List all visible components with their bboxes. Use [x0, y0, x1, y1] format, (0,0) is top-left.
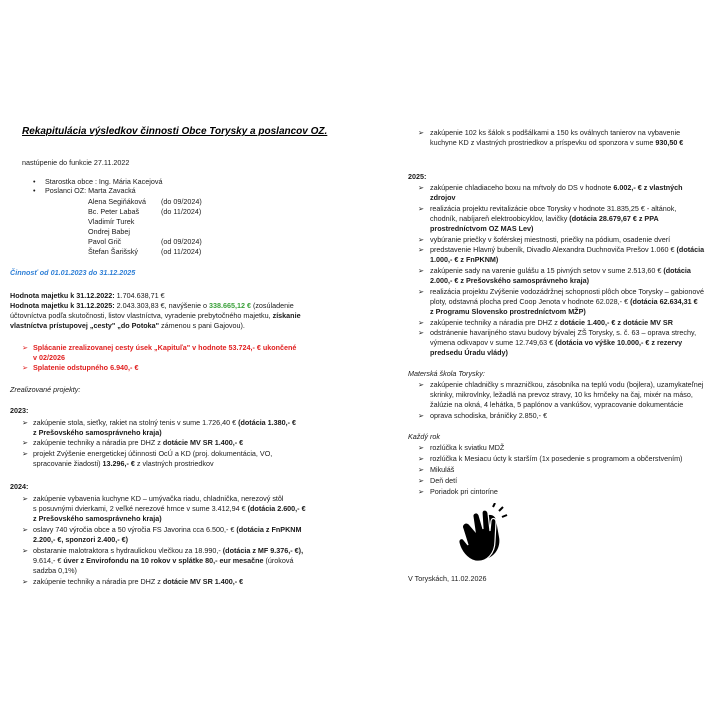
- arrow-bullet-icon: ➢: [418, 318, 425, 327]
- arrow-bullet-icon: ➢: [22, 438, 29, 447]
- project-text: (úroková: [263, 556, 294, 565]
- p2024-2-line2: 2.200,- €, sponzori 2.400,- €): [33, 535, 129, 544]
- project-bold: (dotácia 62.634,31 €: [630, 297, 698, 306]
- project-text: s posuvnými dvierkami, 2 veľké nerezové hrnce v sume 3.412,94 €: [33, 504, 248, 513]
- ms-heading: Materská škola Torysky:: [408, 369, 485, 378]
- project-text: zakúpenie chladiaceho boxu na mŕtvoly do DS v hodnote: [430, 183, 614, 192]
- project-bold: (dotácia z MF 9.376,- €),: [222, 546, 304, 555]
- footer-date: V Toryskách, 11.02.2026: [408, 574, 487, 583]
- majetok-text: zámenou s pani Gajovou).: [159, 321, 245, 330]
- project-text: spracovanie žiadosti): [33, 459, 103, 468]
- poslanec-note: (do 11/2024): [161, 207, 202, 216]
- project-bold: 6.002,- € z vlastných: [613, 183, 683, 192]
- p2025-6-line1: realizácia projektu Zvýšenie vodozádržnej schopnosti plôch obce Torysky – gabionové: [430, 287, 704, 296]
- poslanec-note: (od 09/2024): [161, 237, 202, 246]
- majetok-2025-label: Hodnota majetku k 31.12.2025:: [10, 301, 115, 310]
- p2023-2: [33, 438, 243, 447]
- poslanec-name: Štefan Šarišský: [88, 247, 138, 256]
- kazdy-rok-heading: Každý rok: [408, 432, 440, 441]
- p2024-3-line2: [33, 556, 293, 565]
- arrow-bullet-icon: ➢: [22, 577, 29, 586]
- p2025-7: [430, 318, 673, 327]
- majetok-2025-rest: (zosúladenie: [250, 301, 294, 310]
- majetok-2025-value: 2.043.303,83 €, navýšenie o: [114, 301, 209, 310]
- p2025-1-line1: [430, 183, 683, 192]
- ms-1-line1: zakúpenie chladničky s mrazničkou, zásobníka na teplú vodu (bojlera), uzamykateľnej: [430, 380, 704, 389]
- arrow-bullet-icon: ➢: [22, 449, 29, 458]
- arrow-bullet-icon: ➢: [418, 454, 425, 463]
- project-text: výmena odkvapov v sume 12.749,63 €: [430, 338, 556, 347]
- kr-item: rozlúčka k Mesiacu úcty k starším (1x posedenie s programom a občerstvením): [430, 454, 683, 463]
- arrow-bullet-icon: ➢: [418, 204, 425, 213]
- project-bold: (dotácia z FnPKNM: [236, 525, 302, 534]
- realizovane-heading: Zrealizované projekty:: [10, 385, 81, 394]
- project-bold: dotácie MV SR 1.400,- €: [162, 577, 244, 586]
- project-text: zakúpenie techniky a náradia pre DHZ z: [33, 438, 163, 447]
- poslanec-note: (od 11/2024): [161, 247, 202, 256]
- project-bold: (dotácia 28.679,67 € z PPA: [569, 214, 659, 223]
- majetok-2022-value: 1.704.638,71 €: [114, 291, 165, 300]
- r-top-line1: zakúpenie 102 ks šálok s podšálkami a 150 ks oválnych tanierov na vybavenie: [430, 128, 681, 137]
- cinnost-heading: Činnosť od 01.01.2023 do 31.12.2025: [10, 268, 136, 277]
- project-bold: úver z Envirofondu na 10 rokov v splátke 80,- eur mesačne: [63, 556, 264, 565]
- majetok-2022-label: Hodnota majetku k 31.12.2022:: [10, 291, 115, 300]
- arrow-bullet-icon: ➢: [22, 525, 29, 534]
- majetok-2022: [10, 291, 165, 300]
- p2024-3-line3: sadzba 0,1%): [33, 566, 77, 575]
- p2025-8-line1: odstránenie havarijného stavu budovy bývalej ZŠ Torysky, s. č. 63 – oprava strechy,: [430, 328, 697, 337]
- project-bold: dotácie MV SR 1.400,- €: [162, 438, 244, 447]
- clapping-hands-icon: [455, 503, 509, 565]
- p2025-5-line2: 2.000,- € z Prešovského samosprávneho kraja): [430, 276, 590, 285]
- p2025-2-line3: prostredníctvom OZ MAS Lev): [430, 224, 534, 233]
- poslanec-note: (do 09/2024): [161, 197, 202, 206]
- project-text: chodník, nabíjareň elektroobicyklov, lavičky: [430, 214, 570, 223]
- project-text: 9.614,- €: [33, 556, 64, 565]
- p2024-3-line1: [33, 546, 303, 555]
- p2025-4-line2: 1.000,- € z FnPKNM): [430, 255, 499, 264]
- arrow-bullet-icon: ➢: [22, 546, 29, 555]
- r-top-line2: [430, 138, 683, 147]
- p2023-3-line2: [33, 459, 214, 468]
- arrow-bullet-icon: ➢: [418, 266, 425, 275]
- project-bold: (dotácia vo výške 10.000,- € z rezervy: [555, 338, 683, 347]
- kr-item: Poriadok pri cintoríne: [430, 487, 498, 496]
- p2024-1-line1: zakúpenie vybavenia kuchyne KD – umývačka riadu, chladnička, nerezový stôl: [33, 494, 284, 503]
- majetok-text: účtovníctva podľa skutočnosti, listov vlastníctva, vyradenie prebytočného majetku,: [10, 311, 273, 320]
- arrow-bullet-icon: ➢: [418, 245, 425, 254]
- p2024-1-line2: [33, 504, 306, 513]
- year-2023: 2023:: [10, 406, 29, 415]
- starostka-item: • Starostka obce : Ing. Mária Kacejová: [33, 177, 162, 186]
- arrow-bullet-icon: ➢: [418, 487, 425, 496]
- project-bold: (dotácia: [676, 245, 705, 254]
- p2025-4-line1: [430, 245, 704, 254]
- majetok-2025: [10, 301, 294, 310]
- project-bold: (dotácia 2.600,- €: [247, 504, 306, 513]
- arrow-bullet-icon: ➢: [22, 343, 29, 352]
- p2025-8-line2: [430, 338, 682, 347]
- project-text: predstavenie Hlavný bubeník, Divadlo Alexandra Duchnoviča Prešov 1.060 €: [430, 245, 677, 254]
- officials-list: [33, 177, 162, 196]
- project-text: oslavy 740 výročia obce a 50 výročia FS Javorina cca 6.500,- €: [33, 525, 237, 534]
- project-bold: 930,50 €: [655, 138, 684, 147]
- poslanci-item: • Poslanci OZ: Marta Zavacká: [33, 186, 162, 195]
- arrow-bullet-icon: ➢: [418, 328, 425, 337]
- project-text: zakúpenie techniky a náradia pre DHZ z: [430, 318, 560, 327]
- arrow-bullet-icon: ➢: [418, 411, 425, 420]
- red-item-2: Splatenie odstupného 6.940,- €: [33, 363, 139, 372]
- arrow-bullet-icon: ➢: [22, 418, 29, 427]
- ms-2: oprava schodiska, bráničky 2.850,- €: [430, 411, 548, 420]
- arrow-bullet-icon: ➢: [418, 287, 425, 296]
- project-text: zakúpenie stola, sieťky, rakiet na stolný tenis v sume 1.726,40 €: [33, 418, 239, 427]
- project-bold: (dotácia 1.380,- €: [238, 418, 297, 427]
- p2024-2-line1: [33, 525, 301, 534]
- p2025-5-line1: [430, 266, 691, 275]
- majetok-2025-line2: [10, 311, 301, 320]
- year-2024: 2024:: [10, 482, 29, 491]
- p2025-8-line3: predsedu Úradu vlády): [430, 348, 508, 357]
- project-text: zakúpenie techniky a náradia pre DHZ z: [33, 577, 163, 586]
- arrow-bullet-icon: ➢: [418, 235, 425, 244]
- p2024-1-line3: z Prešovského samosprávneho kraja): [33, 514, 162, 523]
- arrow-bullet-icon: ➢: [22, 363, 29, 372]
- p2025-1-line2: zdrojov: [430, 193, 456, 202]
- arrow-bullet-icon: ➢: [418, 128, 425, 137]
- majetok-bold: vlastníctva prístupovej „cesty" „do Potoka": [10, 321, 160, 330]
- ms-1-line3: žalúzie na okná, 4 lehátka, 5 paplónov a vankúšov, vypracovanie dokumentácie: [430, 400, 684, 409]
- p2025-2-line2: [430, 214, 659, 223]
- poslanec-name: Alena Segiňáková: [88, 197, 146, 206]
- kr-item: rozlúčka k sviatku MDŽ: [430, 443, 505, 452]
- poslanec-name: Ondrej Babej: [88, 227, 130, 236]
- red-item-1-line1: Splácanie zrealizovanej cesty úsek „Kapituľa" v hodnote 53.724,- € ukončené: [33, 343, 297, 352]
- majetok-2025-line3: [10, 321, 245, 330]
- majetok-increase: 338.665,12 €: [208, 301, 251, 310]
- ms-1-line2: skrinky, mikrovlnky, ležadlá na prevoz stravy, 10 ks hrnčeky na čaj, mixér na máso,: [430, 390, 693, 399]
- red-item-1-line2: v 02/2026: [33, 353, 65, 362]
- p2023-1-line1: [33, 418, 296, 427]
- arrow-bullet-icon: ➢: [418, 465, 425, 474]
- project-bold: (dotácia: [663, 266, 691, 275]
- poslanec-name: Pavol Grič: [88, 237, 122, 246]
- project-bold: dotácie 1.400,- € z dotácie MV SR: [559, 318, 673, 327]
- project-text: ploty, odstavná plocha pred Coop Jenota v hodnote 62.028,- €: [430, 297, 631, 306]
- project-text: obstaranie malotraktora s hydraulickou vlečkou za 18.990,-: [33, 546, 223, 555]
- arrow-bullet-icon: ➢: [418, 476, 425, 485]
- p2023-1-line2: z Prešovského samosprávneho kraja): [33, 428, 162, 437]
- poslanec-name: Bc. Peter Labaš: [88, 207, 140, 216]
- p2024-4: [33, 577, 243, 586]
- project-bold: 13.296,- €: [102, 459, 135, 468]
- nastupenie-text: nastúpenie do funkcie 27.11.2022: [22, 158, 130, 167]
- p2025-6-line3: z Programu Slovensko prostredníctvom MŽP): [430, 307, 586, 316]
- p2025-6-line2: [430, 297, 698, 306]
- project-text: kuchyne KD z vlastných prostriedkov a príspevku od sponzora v sume: [430, 138, 656, 147]
- majetok-bold: získanie: [272, 311, 301, 320]
- p2025-3: vybúranie priečky v šoférskej miestnosti, priečky na pódium, osadenie dverí: [430, 235, 671, 244]
- year-2025: 2025:: [408, 172, 427, 181]
- arrow-bullet-icon: ➢: [22, 494, 29, 503]
- kr-item: Deň detí: [430, 476, 458, 485]
- arrow-bullet-icon: ➢: [418, 183, 425, 192]
- arrow-bullet-icon: ➢: [418, 443, 425, 452]
- kr-item: Mikuláš: [430, 465, 455, 474]
- p2023-3-line1: projekt Zvýšenie energetickej účinnosti OcÚ a KD (proj. dokumentácia, VO,: [33, 449, 273, 458]
- arrow-bullet-icon: ➢: [418, 380, 425, 389]
- poslanec-name: Vladimír Turek: [88, 217, 135, 226]
- p2025-2-line1: realizácia projektu revitalizácie obce Torysky v hodnote 31.835,25 € - altánok,: [430, 204, 677, 213]
- project-text: z vlastných prostriedkov: [134, 459, 214, 468]
- document-title: Rekapitulácia výsledkov činnosti Obce Torysky a poslancov OZ.: [22, 126, 328, 137]
- project-text: zakúpenie sady na varenie gulášu a 15 pivných setov v sume 2.513,60 €: [430, 266, 664, 275]
